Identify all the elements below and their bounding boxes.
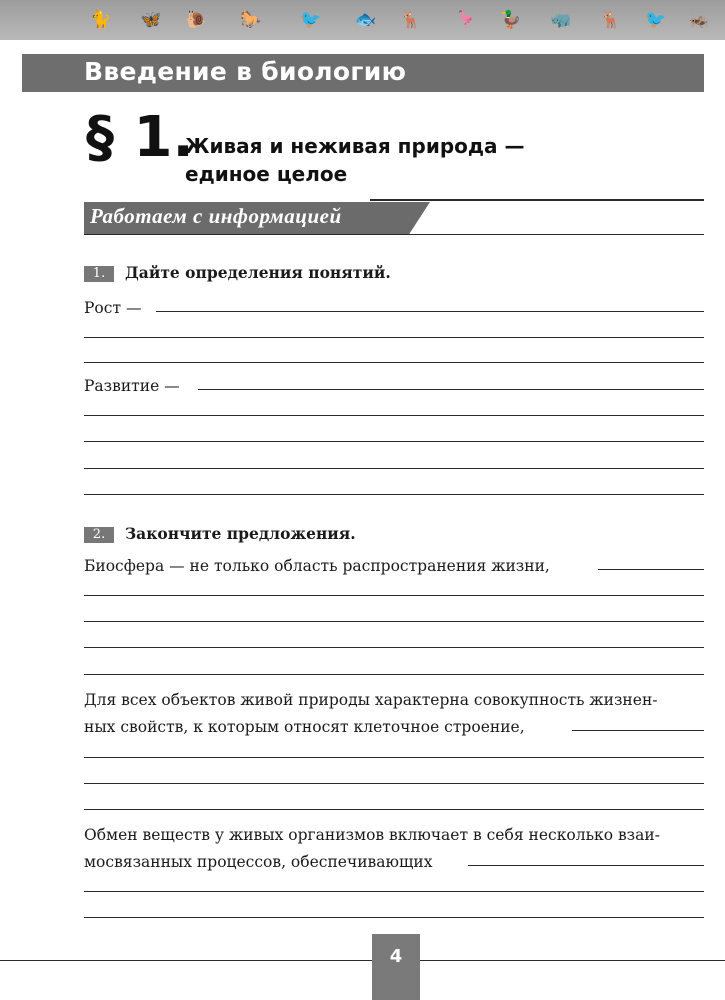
work-banner-label: Работаем с информацией	[90, 204, 342, 228]
answer-line[interactable]	[84, 674, 704, 675]
page-number: 4	[389, 946, 403, 967]
task-1-number: 1.	[84, 266, 114, 282]
answer-line[interactable]	[84, 647, 704, 648]
sentence-metabolism-line2: мосвязанных процессов, обеспечивающих	[84, 853, 433, 871]
answer-line[interactable]	[84, 595, 704, 596]
term-development-label: Развитие —	[84, 377, 180, 395]
answer-line[interactable]	[84, 468, 704, 469]
answer-line[interactable]	[84, 783, 704, 784]
task-2-instruction: Закончите предложения.	[125, 524, 356, 543]
answer-line[interactable]	[84, 415, 704, 416]
section-title-line2: единое целое	[185, 162, 348, 186]
section-rule	[370, 199, 704, 201]
butterfly-icon: 🦋	[140, 10, 162, 30]
task-2-number: 2.	[84, 527, 114, 543]
answer-line[interactable]	[598, 569, 704, 570]
antelope-icon: 🦌	[600, 10, 622, 30]
answer-line[interactable]	[84, 809, 704, 810]
duck-icon: 🦆	[500, 10, 522, 30]
term-growth-label: Рост —	[84, 299, 142, 317]
answer-line[interactable]	[84, 441, 704, 442]
bird-icon: 🐦	[300, 10, 322, 30]
bird2-icon: 🐦	[645, 10, 667, 30]
cat-icon: 🐈	[90, 10, 112, 30]
answer-line[interactable]	[84, 621, 704, 622]
fish-icon: 🐟	[355, 10, 377, 30]
section-title	[185, 132, 605, 188]
answer-line[interactable]	[156, 311, 704, 312]
sentence-metabolism-line1: Обмен веществ у живых организмов включает в себя несколько взаи-	[84, 826, 660, 844]
rhino-icon: 🦏	[550, 10, 572, 30]
answer-line[interactable]	[198, 389, 704, 390]
section-number: § 1.	[86, 105, 194, 170]
footer-rule	[0, 960, 725, 961]
answer-line[interactable]	[84, 494, 704, 495]
page-number-box	[372, 934, 420, 1000]
section-title-line1: Живая и неживая природа —	[185, 134, 525, 158]
banner-underline	[84, 234, 704, 235]
answer-line[interactable]	[84, 891, 704, 892]
chapter-title: Введение в биологию	[84, 57, 407, 86]
answer-line[interactable]	[84, 337, 704, 338]
sentence-living-props-line1: Для всех объектов живой природы характерна совокупность жизнен-	[84, 691, 658, 709]
flamingo-icon: 🦩	[455, 10, 477, 30]
sentence-living-props-line2: ных свойств, к которым относят клеточное строение,	[84, 718, 525, 736]
answer-line[interactable]	[84, 917, 704, 918]
answer-line[interactable]	[84, 362, 704, 363]
answer-line[interactable]	[572, 730, 704, 731]
deer-icon: 🦌	[400, 10, 422, 30]
task-1-instruction: Дайте определения понятий.	[125, 263, 391, 282]
horse-icon: 🐎	[240, 10, 262, 30]
answer-line[interactable]	[84, 757, 704, 758]
insect-icon: 🦗	[688, 10, 710, 30]
sentence-biosphere: Биосфера — не только область распространения жизни,	[84, 557, 550, 575]
answer-line[interactable]	[468, 865, 704, 866]
snail-icon: 🐌	[185, 10, 207, 30]
